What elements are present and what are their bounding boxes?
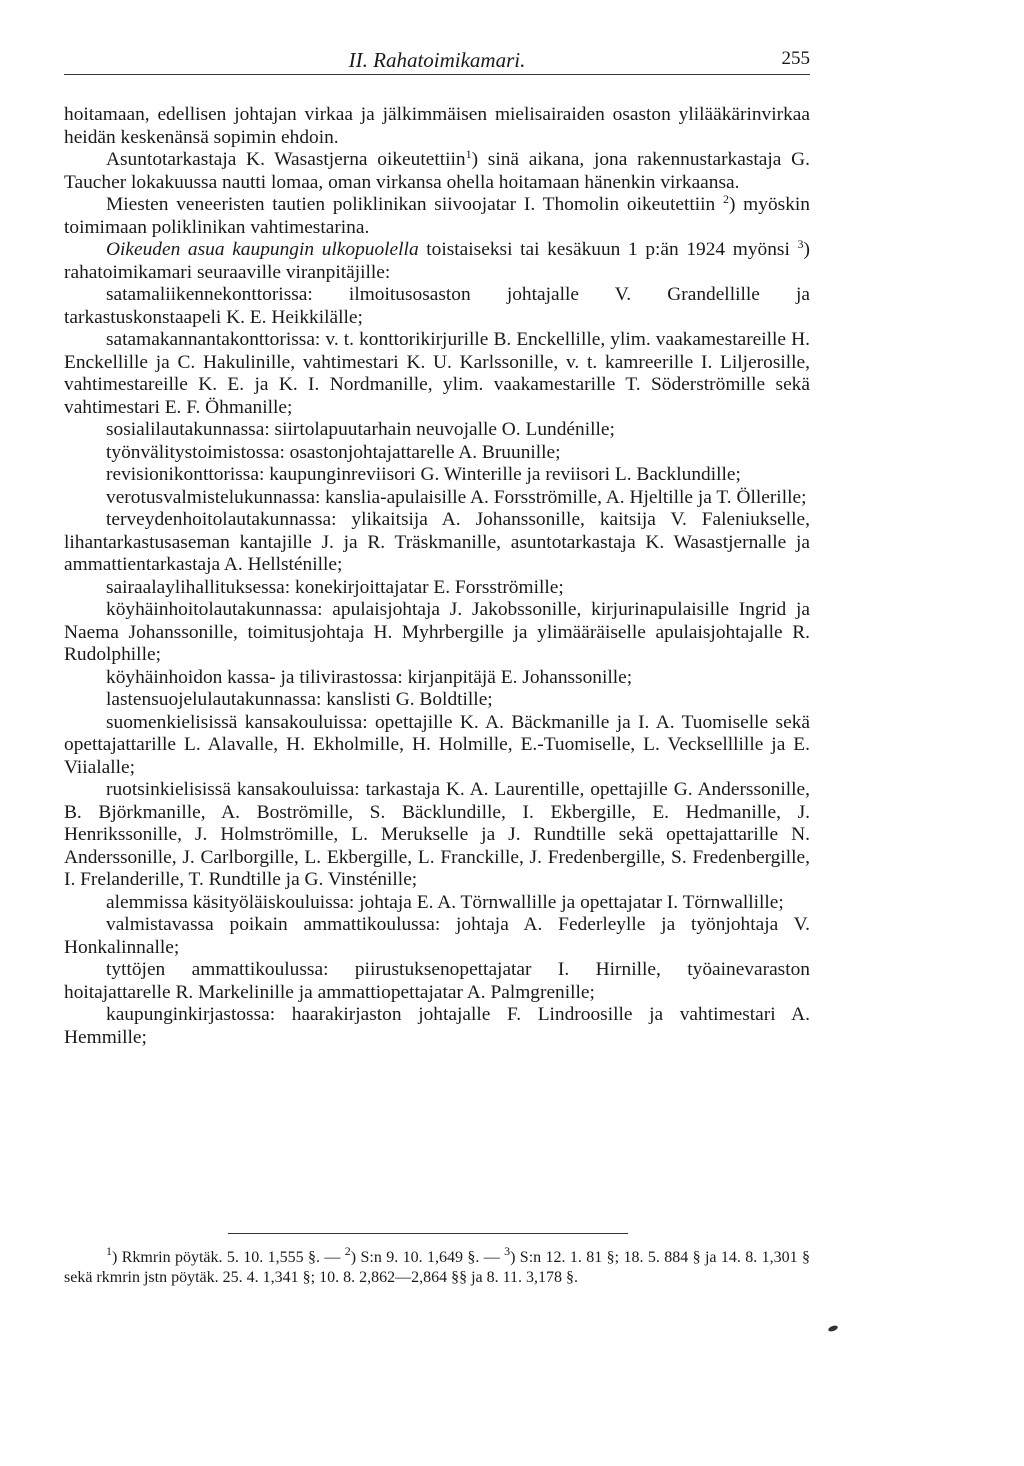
- footnote-number: 1: [106, 1244, 112, 1258]
- paragraph: [64, 149, 810, 194]
- list-item: satamakannantakonttorissa: v. t. konttorikirjurille B. Enckellille, ylim. vaakamestareille H. Enckellille ja C. Hakulinille, vahtimestari K. U. Karlssonille, v. t. kamreerille I. Liljerosille, vahtimestareille K. E. ja K. I. Nordmanille, ylim. vaakamestarille T. Söderströmille sekä vahtimestari E. F. Öhmanille;: [64, 329, 810, 418]
- paragraph: [64, 104, 810, 149]
- paragraph: [64, 239, 810, 284]
- paragraph-text: ) rahatoimikamari seuraaville viranpitäjille:: [64, 239, 810, 283]
- paragraph-text: Asuntotarkastaja K. Wasastjerna oikeutettiin: [106, 149, 466, 170]
- footnote-marker: 2: [722, 192, 729, 206]
- list-item: verotusvalmistelukunnassa: kanslia-apulaisille A. Forsströmille, A. Hjeltille ja T. Öllerille;: [106, 486, 807, 508]
- footnote-body: ) S:n 9. 10. 1,649 §. —: [350, 1249, 505, 1266]
- list-item: satamaliikennekonttorissa: ilmoitusosaston johtajalle V. Grandellille ja tarkastuskonstaapeli K. E. Heikkilälle;: [64, 284, 810, 328]
- footnote-marker: 1: [465, 147, 472, 161]
- page-number: 255: [781, 48, 810, 69]
- list-item: työnvälitystoimistossa: osastonjohtajattarelle A. Bruunille;: [106, 441, 561, 463]
- list-item: sairaalaylihallituksessa: konekirjoittajatar E. Forsströmille;: [106, 576, 564, 598]
- list-item: lastensuojelulautakunnassa: kanslisti G. Boldtille;: [106, 689, 493, 710]
- list-item: suomenkielisissä kansakouluissa: opettajille K. A. Bäckmanille ja I. A. Tuomiselle sekä opettajattarille L. Alavalle, H. Ekholmille, H. Holmille, E.-Tuomiselle, L. Veckselllille ja E. Viialalle;: [64, 711, 810, 778]
- footnote-marker: 3: [797, 237, 804, 251]
- body-text: [64, 104, 810, 1049]
- paragraph-text: toistaiseksi tai kesäkuun 1 p:än 1924 myönsi: [418, 239, 790, 260]
- list-item: köyhäinhoidon kassa- ja tilivirastossa: kirjanpitäjä E. Johanssonille;: [106, 666, 633, 688]
- paragraph-text: ) sinä aikana, jona rakennustarkastaja G. Taucher lokakuussa nautti lomaa, oman virkansa ohella hoitamaan hänenkin virkaansa.: [64, 149, 810, 193]
- list-item: kaupunginkirjastossa: haarakirjaston johtajalle F. Lindroosille ja vahtimestari A. Hemmille;: [64, 1004, 810, 1048]
- list-item: terveydenhoitolautakunnassa: ylikaitsija A. Johanssonille, kaitsija V. Faleniukselle, lihantarkastusaseman kantajille J. ja R. Träskmanille, asuntotarkastaja K. Wasastjernalle ja ammattientarkastaja A. Hellsténille;: [64, 509, 810, 575]
- list-item: köyhäinhoitolautakunnassa: apulaisjohtaja J. Jakobssonille, kirjurinapulaisille Ingrid ja Naema Johanssonille, toimitusjohtaja H. Myhrbergille ja ylimääräiselle apulaisjohtajalle R. Rudolphille;: [64, 599, 810, 665]
- paragraph: [64, 194, 810, 239]
- footnote-number: 2: [344, 1244, 351, 1258]
- list-item: tyttöjen ammattikoulussa: piirustuksenopettajatar I. Hirnille, työainevaraston hoitajattarelle R. Markelinille ja ammattiopettajatar A. Palmgrenille;: [64, 959, 810, 1003]
- list-item: revisionikonttorissa: kaupunginreviisori G. Winterille ja reviisori L. Backlundille;: [106, 464, 741, 485]
- ink-blot: [827, 1324, 838, 1332]
- paragraph-text: Miesten veneeristen tautien poliklinikan siivoojatar I. Thomolin oikeutettiin: [106, 194, 716, 215]
- italic-heading: Oikeuden asua kaupungin ulkopuolella: [106, 239, 419, 260]
- paragraph-text: hoitamaan, edellisen johtajan virkaa ja jälkimmäisen mielisairaiden osaston ylilääkärinvirkaa heidän keskenänsä sopimin ehdoin.: [64, 104, 810, 148]
- footnote-body: ) Rkmrin pöytäk. 5. 10. 1,555 §. —: [112, 1249, 345, 1266]
- footnotes: [64, 1244, 811, 1288]
- list-item: valmistavassa poikain ammattikoulussa: johtaja A. Federleylle ja työnjohtaja V. Honkalinnalle;: [64, 914, 810, 958]
- footnote-text: [64, 1244, 811, 1288]
- footnote-number: 3: [504, 1244, 511, 1258]
- paragraph-text: ) myöskin toimimaan poliklinikan vahtimestarina.: [64, 194, 810, 238]
- list-item: ruotsinkielisissä kansakouluissa: tarkastaja K. A. Laurentille, opettajille G. Anderssonille, B. Björkmanille, A. Boströmille, S. Bäcklundille, I. Ekbergille, E. Hedmanille, J. Henrikssonille, J. Holmströmille, L. Merukselle ja J. Rundtille sekä opettajattarille N. Anderssonille, J. Carlborgille, L. Ekbergille, L. Franckille, J. Fredenbergille, S. Fredenbergille, I. Frelanderille, T. Rundtille ja G. Vinsténille;: [64, 779, 810, 890]
- list-item: sosialilautakunnassa: siirtolapuutarhain neuvojalle O. Lundénille;: [106, 419, 615, 440]
- footnote-body: ) S:n 12. 1. 81 §; 18. 5. 884 § ja 14. 8. 1,301 § sekä rkmrin jstn pöytäk. 25. 4. 1,341 §; 10. 8. 2,862—2,864 §§ ja 8. 11. 3,178 §.: [64, 1249, 811, 1286]
- running-title: II. Rahatoimikamari.: [348, 48, 526, 72]
- page-header: [64, 44, 810, 75]
- list-item: alemmissa käsityöläiskouluissa: johtaja E. A. Törnwallille ja opettajatar I. Törnwallille;: [106, 891, 784, 913]
- footnote-divider: [228, 1233, 628, 1234]
